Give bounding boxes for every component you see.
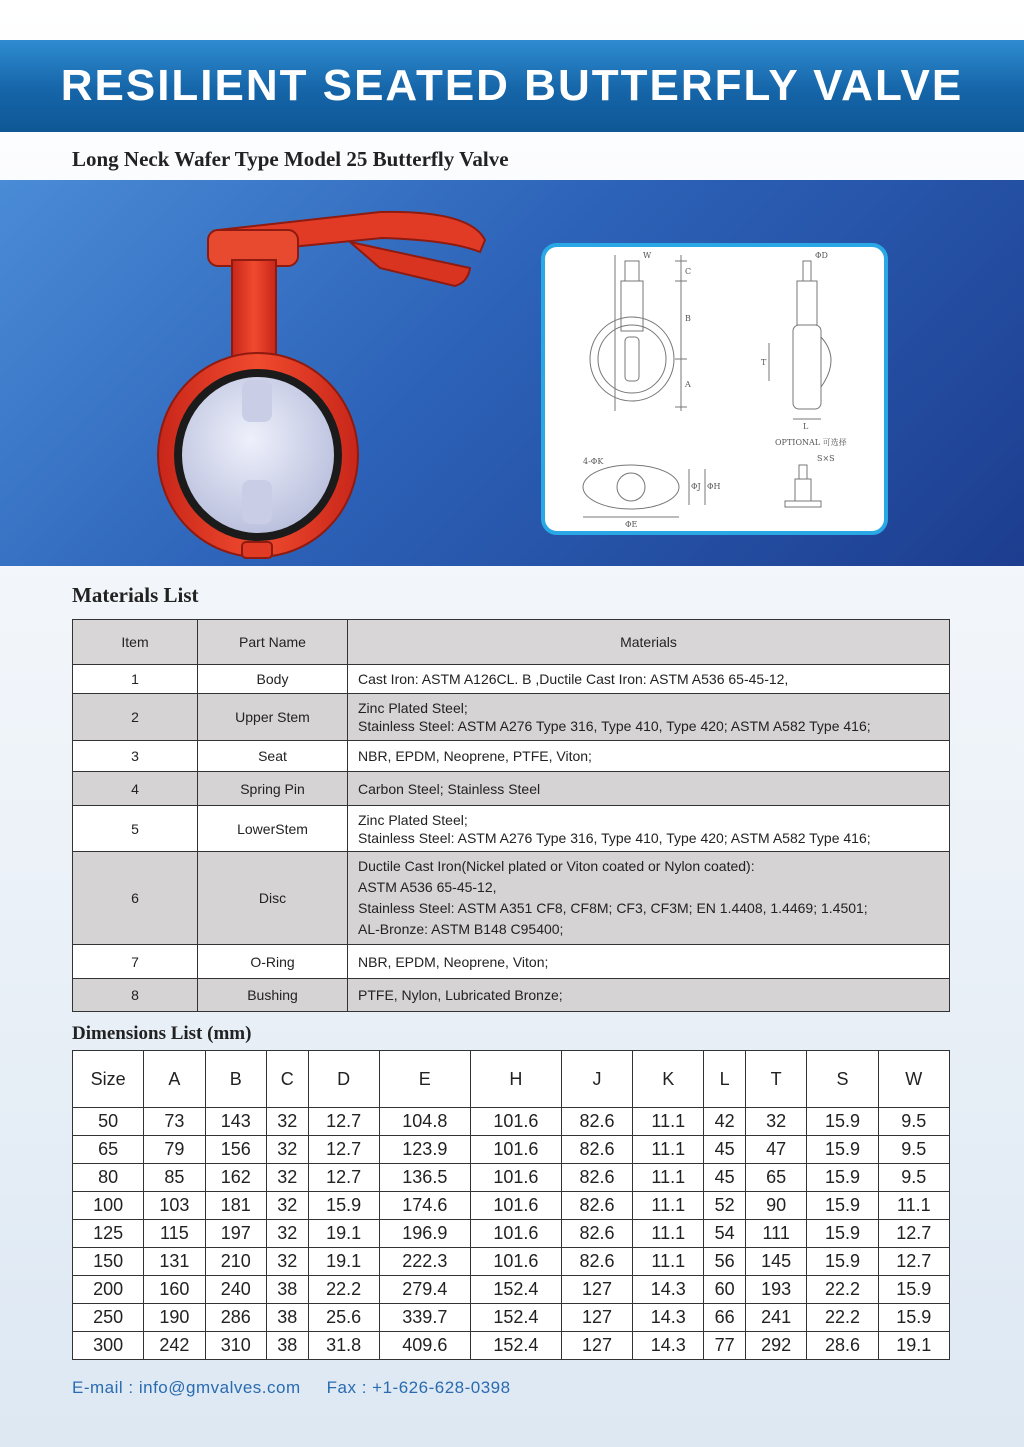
part-name: LowerStem xyxy=(198,806,348,852)
dim-cell: 15.9 xyxy=(807,1108,878,1136)
dim-cell: 300 xyxy=(73,1332,144,1360)
dim-header-j: J xyxy=(561,1051,632,1108)
dim-cell: 32 xyxy=(266,1108,308,1136)
dim-cell: 100 xyxy=(73,1192,144,1220)
dim-cell: 32 xyxy=(266,1192,308,1220)
item-number: 6 xyxy=(73,852,198,945)
valve-photo xyxy=(150,190,510,560)
material-line: AL-Bronze: ASTM B148 C95400; xyxy=(358,921,564,937)
dim-cell: 38 xyxy=(266,1332,308,1360)
dim-cell: 15.9 xyxy=(308,1192,379,1220)
item-number: 4 xyxy=(73,772,198,806)
product-hero xyxy=(0,180,1024,566)
table-row xyxy=(73,1108,950,1136)
table-row xyxy=(73,1164,950,1192)
dim-cell: 104.8 xyxy=(379,1108,470,1136)
dim-cell: 38 xyxy=(266,1304,308,1332)
dim-cell: 11.1 xyxy=(633,1136,704,1164)
material-line: ASTM A536 65-45-12, xyxy=(358,879,497,895)
dim-cell: 240 xyxy=(205,1276,266,1304)
materials-cell xyxy=(348,979,950,1012)
dim-cell: 77 xyxy=(704,1332,746,1360)
dim-cell: 9.5 xyxy=(878,1108,949,1136)
label-k: 4-ΦK xyxy=(583,457,604,466)
dim-cell: 127 xyxy=(561,1304,632,1332)
dim-cell: 19.1 xyxy=(308,1220,379,1248)
dim-cell: 197 xyxy=(205,1220,266,1248)
dim-cell: 409.6 xyxy=(379,1332,470,1360)
dim-cell: 241 xyxy=(745,1304,806,1332)
title-banner xyxy=(0,40,1024,132)
dim-cell: 65 xyxy=(73,1136,144,1164)
dim-cell: 200 xyxy=(73,1276,144,1304)
dim-cell: 131 xyxy=(144,1248,205,1276)
dim-cell: 101.6 xyxy=(470,1136,561,1164)
table-row xyxy=(73,1220,950,1248)
header-materials: Materials xyxy=(348,620,950,665)
header-item: Item xyxy=(73,620,198,665)
dimensions-title: Dimensions List (mm) xyxy=(72,1023,252,1044)
label-c: C xyxy=(685,267,692,276)
dim-cell: 143 xyxy=(205,1108,266,1136)
item-number: 8 xyxy=(73,979,198,1012)
dim-cell: 279.4 xyxy=(379,1276,470,1304)
dim-cell: 82.6 xyxy=(561,1192,632,1220)
dimension-drawing-card xyxy=(541,243,888,535)
dim-cell: 32 xyxy=(745,1108,806,1136)
dim-cell: 12.7 xyxy=(308,1108,379,1136)
dim-cell: 156 xyxy=(205,1136,266,1164)
dim-cell: 32 xyxy=(266,1136,308,1164)
dim-cell: 15.9 xyxy=(807,1248,878,1276)
dim-cell: 15.9 xyxy=(807,1164,878,1192)
table-row xyxy=(73,1248,950,1276)
materials-cell xyxy=(348,806,950,852)
dim-cell: 52 xyxy=(704,1192,746,1220)
materials-cell xyxy=(348,665,950,694)
material-line: Stainless Steel: ASTM A276 Type 316, Type 410, Type 420; ASTM A582 Type 416; xyxy=(358,829,871,846)
dim-cell: 127 xyxy=(561,1276,632,1304)
material-line: NBR, EPDM, Neoprene, Viton; xyxy=(358,953,549,970)
dim-cell: 136.5 xyxy=(379,1164,470,1192)
dim-cell: 15.9 xyxy=(878,1276,949,1304)
label-j: ΦJ xyxy=(691,482,701,491)
material-line: Zinc Plated Steel; xyxy=(358,700,468,716)
dim-cell: 145 xyxy=(745,1248,806,1276)
dim-cell: 14.3 xyxy=(633,1276,704,1304)
contact-footer xyxy=(72,1378,511,1398)
table-row xyxy=(73,852,950,945)
material-line: Stainless Steel: ASTM A276 Type 316, Type 410, Type 420; ASTM A582 Type 416; xyxy=(358,718,871,734)
materials-table xyxy=(72,619,950,1012)
dim-cell: 12.7 xyxy=(878,1220,949,1248)
dim-cell: 123.9 xyxy=(379,1136,470,1164)
materials-cell xyxy=(348,694,950,741)
dimensions-table xyxy=(72,1050,950,1360)
dim-header-e: E xyxy=(379,1051,470,1108)
dim-cell: 101.6 xyxy=(470,1220,561,1248)
dim-cell: 47 xyxy=(745,1136,806,1164)
dim-cell: 22.2 xyxy=(308,1276,379,1304)
materials-title: Materials List xyxy=(72,583,199,607)
table-row xyxy=(73,1332,950,1360)
dim-cell: 190 xyxy=(144,1304,205,1332)
materials-cell xyxy=(348,852,950,945)
dim-cell: 56 xyxy=(704,1248,746,1276)
dim-header-t: T xyxy=(745,1051,806,1108)
dim-cell: 101.6 xyxy=(470,1248,561,1276)
dimension-drawing xyxy=(545,247,884,531)
dim-cell: 11.1 xyxy=(633,1108,704,1136)
dim-cell: 193 xyxy=(745,1276,806,1304)
dim-header-a: A xyxy=(144,1051,205,1108)
dim-cell: 14.3 xyxy=(633,1304,704,1332)
label-h: ΦH xyxy=(707,482,721,491)
label-b: B xyxy=(685,314,691,323)
dim-cell: 160 xyxy=(144,1276,205,1304)
dim-cell: 12.7 xyxy=(308,1136,379,1164)
dim-cell: 65 xyxy=(745,1164,806,1192)
dim-header-l: L xyxy=(704,1051,746,1108)
dim-cell: 9.5 xyxy=(878,1164,949,1192)
dim-header-d: D xyxy=(308,1051,379,1108)
item-number: 2 xyxy=(73,694,198,741)
dim-header-size: Size xyxy=(73,1051,144,1108)
label-optional: OPTIONAL 可选择 xyxy=(775,438,847,447)
dim-cell: 82.6 xyxy=(561,1248,632,1276)
dim-cell: 125 xyxy=(73,1220,144,1248)
dim-cell: 11.1 xyxy=(878,1192,949,1220)
dim-header-h: H xyxy=(470,1051,561,1108)
dim-cell: 222.3 xyxy=(379,1248,470,1276)
material-line: PTFE, Nylon, Lubricated Bronze; xyxy=(358,987,563,1003)
dim-header-k: K xyxy=(633,1051,704,1108)
dim-cell: 152.4 xyxy=(470,1276,561,1304)
dim-cell: 32 xyxy=(266,1220,308,1248)
materials-cell xyxy=(348,741,950,772)
label-l: L xyxy=(803,422,809,431)
dim-cell: 15.9 xyxy=(807,1220,878,1248)
dim-cell: 181 xyxy=(205,1192,266,1220)
dim-cell: 19.1 xyxy=(878,1332,949,1360)
dim-cell: 45 xyxy=(704,1164,746,1192)
item-number: 1 xyxy=(73,665,198,694)
dim-cell: 152.4 xyxy=(470,1304,561,1332)
dim-cell: 150 xyxy=(73,1248,144,1276)
table-row xyxy=(73,772,950,806)
dim-cell: 31.8 xyxy=(308,1332,379,1360)
dim-cell: 11.1 xyxy=(633,1248,704,1276)
table-row xyxy=(73,945,950,979)
dim-cell: 11.1 xyxy=(633,1164,704,1192)
part-name: Body xyxy=(198,665,348,694)
dim-cell: 339.7 xyxy=(379,1304,470,1332)
dim-cell: 80 xyxy=(73,1164,144,1192)
dim-cell: 242 xyxy=(144,1332,205,1360)
dim-cell: 101.6 xyxy=(470,1164,561,1192)
dim-cell: 210 xyxy=(205,1248,266,1276)
label-d: ΦD xyxy=(815,251,828,260)
dim-cell: 79 xyxy=(144,1136,205,1164)
dim-header-c: C xyxy=(266,1051,308,1108)
part-name: Spring Pin xyxy=(198,772,348,806)
materials-header-row xyxy=(73,620,950,665)
dim-cell: 82.6 xyxy=(561,1164,632,1192)
dim-cell: 127 xyxy=(561,1332,632,1360)
subtitle: Long Neck Wafer Type Model 25 Butterfly Valve xyxy=(72,147,509,171)
table-row xyxy=(73,1304,950,1332)
dim-cell: 85 xyxy=(144,1164,205,1192)
dim-header-s: S xyxy=(807,1051,878,1108)
dim-cell: 15.9 xyxy=(807,1136,878,1164)
dim-cell: 12.7 xyxy=(878,1248,949,1276)
material-line: NBR, EPDM, Neoprene, PTFE, Viton; xyxy=(358,748,592,764)
dim-cell: 101.6 xyxy=(470,1192,561,1220)
dim-cell: 162 xyxy=(205,1164,266,1192)
label-w: W xyxy=(643,251,652,260)
dim-cell: 32 xyxy=(266,1248,308,1276)
item-number: 7 xyxy=(73,945,198,979)
part-name: Seat xyxy=(198,741,348,772)
page-title: RESILIENT SEATED BUTTERFLY VALVE xyxy=(60,61,964,110)
dim-cell: 73 xyxy=(144,1108,205,1136)
dim-cell: 45 xyxy=(704,1136,746,1164)
dim-cell: 54 xyxy=(704,1220,746,1248)
table-row xyxy=(73,665,950,694)
dim-cell: 250 xyxy=(73,1304,144,1332)
dim-cell: 60 xyxy=(704,1276,746,1304)
table-row xyxy=(73,1192,950,1220)
dim-cell: 28.6 xyxy=(807,1332,878,1360)
dim-cell: 292 xyxy=(745,1332,806,1360)
dim-cell: 9.5 xyxy=(878,1136,949,1164)
dim-header-w: W xyxy=(878,1051,949,1108)
dim-cell: 286 xyxy=(205,1304,266,1332)
dim-cell: 38 xyxy=(266,1276,308,1304)
material-line: Carbon Steel; Stainless Steel xyxy=(358,780,541,797)
dim-cell: 22.2 xyxy=(807,1304,878,1332)
dimensions-header-row xyxy=(73,1051,950,1108)
dim-cell: 103 xyxy=(144,1192,205,1220)
dim-cell: 310 xyxy=(205,1332,266,1360)
dim-cell: 90 xyxy=(745,1192,806,1220)
dim-cell: 15.9 xyxy=(878,1304,949,1332)
part-name: Disc xyxy=(198,852,348,945)
dim-cell: 15.9 xyxy=(807,1192,878,1220)
dim-cell: 111 xyxy=(745,1220,806,1248)
materials-cell xyxy=(348,945,950,979)
label-sxs: S×S xyxy=(817,454,835,463)
item-number: 5 xyxy=(73,806,198,852)
dim-cell: 25.6 xyxy=(308,1304,379,1332)
table-row xyxy=(73,741,950,772)
dim-cell: 196.9 xyxy=(379,1220,470,1248)
dim-cell: 32 xyxy=(266,1164,308,1192)
table-row xyxy=(73,979,950,1012)
label-e: ΦE xyxy=(625,520,638,529)
dim-header-b: B xyxy=(205,1051,266,1108)
dim-cell: 82.6 xyxy=(561,1220,632,1248)
dim-cell: 50 xyxy=(73,1108,144,1136)
label-t: T xyxy=(761,358,767,367)
dim-cell: 66 xyxy=(704,1304,746,1332)
material-line: Zinc Plated Steel; xyxy=(358,811,468,828)
email-text[interactable]: E-mail : info@gmvalves.com xyxy=(72,1378,301,1397)
part-name: Bushing xyxy=(198,979,348,1012)
material-line: Stainless Steel: ASTM A351 CF8, CF8M; CF3, CF3M; EN 1.4408, 1.4469; 1.4501; xyxy=(358,900,868,916)
dim-cell: 22.2 xyxy=(807,1276,878,1304)
dim-cell: 11.1 xyxy=(633,1192,704,1220)
part-name: Upper Stem xyxy=(198,694,348,741)
table-row xyxy=(73,806,950,852)
dim-cell: 12.7 xyxy=(308,1164,379,1192)
table-row xyxy=(73,1276,950,1304)
dim-cell: 42 xyxy=(704,1108,746,1136)
dim-cell: 82.6 xyxy=(561,1108,632,1136)
item-number: 3 xyxy=(73,741,198,772)
header-part-name: Part Name xyxy=(198,620,348,665)
material-line: Ductile Cast Iron(Nickel plated or Viton coated or Nylon coated): xyxy=(358,858,755,874)
dim-cell: 14.3 xyxy=(633,1332,704,1360)
dim-cell: 174.6 xyxy=(379,1192,470,1220)
label-a: A xyxy=(685,380,691,389)
table-row xyxy=(73,1136,950,1164)
material-line: Cast Iron: ASTM A126CL. B ,Ductile Cast Iron: ASTM A536 65-45-12, xyxy=(358,671,789,687)
dim-cell: 11.1 xyxy=(633,1220,704,1248)
dim-cell: 101.6 xyxy=(470,1108,561,1136)
materials-cell xyxy=(348,772,950,806)
fax-text: Fax : +1-626-628-0398 xyxy=(326,1378,511,1397)
table-row xyxy=(73,694,950,741)
dim-cell: 152.4 xyxy=(470,1332,561,1360)
dim-cell: 19.1 xyxy=(308,1248,379,1276)
dim-cell: 82.6 xyxy=(561,1136,632,1164)
part-name: O-Ring xyxy=(198,945,348,979)
dim-cell: 115 xyxy=(144,1220,205,1248)
